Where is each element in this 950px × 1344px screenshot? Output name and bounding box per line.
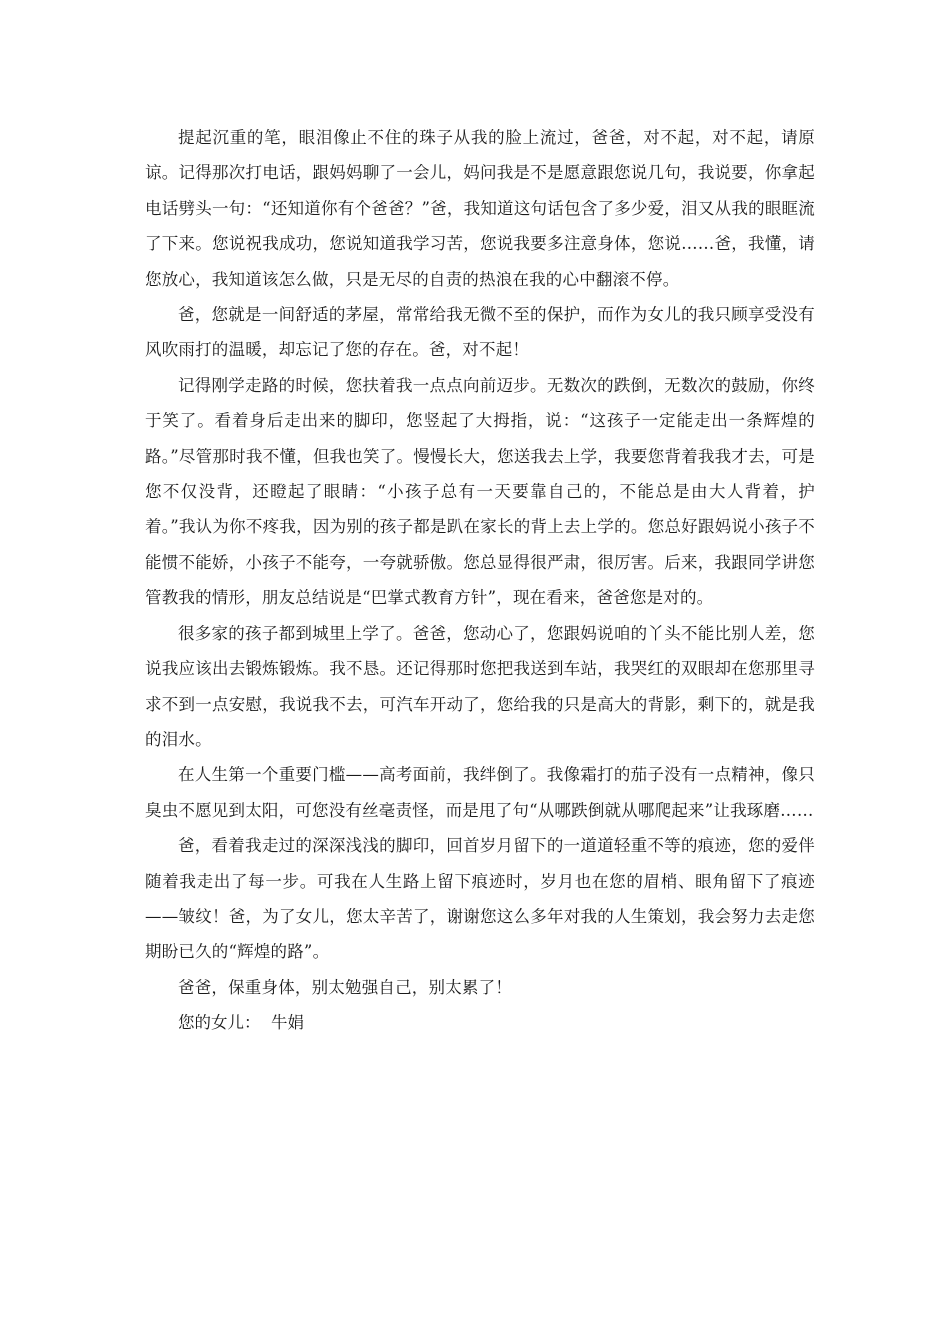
signature: 您的女儿： 牛娟 xyxy=(178,1013,304,1033)
paragraph-1: 提起沉重的笔，眼泪像止不住的珠子从我的脸上流过，爸爸，对不起，对不起，请原谅。记得那次打电话，跟妈妈聊了一会儿，妈问我是不是愿意跟您说几句，我说要，你拿起电话劈头一句：“还知道你有个爸爸？”爸，我知道这句话包含了多少爱，泪又从我的眼眶流了下来。您说祝我成功，您说知道我学习苦，您说我要多注意身体，您说……爸，我懂，请您放心，我知道该怎么做，只是无尽的自责的热浪在我的心中翻滚不停。 xyxy=(145,128,815,289)
paragraph-3: 记得刚学走路的时候，您扶着我一点点向前迈步。无数次的跌倒，无数次的鼓励，你终于笑了。看着身后走出来的脚印，您竖起了大拇指，说：“这孩子一定能走出一条辉煌的路。”尽管那时我不懂，但我也笑了。慢慢长大，您送我去上学，我要您背着我我才去，可是您不仅没背，还瞪起了眼睛：“小孩子总有一天要靠自己的，不能总是由大人背着，护着。”我认为你不疼我，因为别的孩子都是趴在家长的背上去上学的。您总好跟妈说小孩子不能惯不能娇，小孩子不能夸，一夸就骄傲。您总显得很严肃，很厉害。后来，我跟同学讲您管教我的情形，朋友总结说是“巴掌式教育方针”，现在看来，爸爸您是对的。 xyxy=(145,375,815,608)
closing-wish: 爸爸，保重身体，别太勉强自己，别太累了！ xyxy=(178,977,512,997)
paragraph-6: 爸，看着我走过的深深浅浅的脚印，回首岁月留下的一道道轻重不等的痕迹，您的爱伴随着我走出了每一步。可我在人生路上留下痕迹时，岁月也在您的眉梢、眼角留下了痕迹——皱纹！爸，为了女儿，您太辛苦了，谢谢您这么多年对我的人生策划，我会努力去走您期盼已久的“辉煌的路”。 xyxy=(145,836,815,962)
paragraph-4: 很多家的孩子都到城里上学了。爸爸，您动心了，您跟妈说咱的丫头不能比别人差，您说我应该出去锻炼锻炼。我不恳。还记得那时您把我送到车站，我哭红的双眼却在您那里寻求不到一点安慰，我说我不去，可汽车开动了，您给我的只是高大的背影，剩下的，就是我的泪水。 xyxy=(145,623,815,749)
paragraph-5: 在人生第一个重要门槛——高考面前，我绊倒了。我像霜打的茄子没有一点精神，像只臭虫不愿见到太阳，可您没有丝毫责怪，而是甩了句“从哪跌倒就从哪爬起来”让我琢磨…… xyxy=(145,765,815,820)
letter-page xyxy=(145,120,815,1041)
paragraph-2: 爸，您就是一间舒适的茅屋，常常给我无微不至的保护，而作为女儿的我只顾享受没有风吹雨打的温暖，却忘记了您的存在。爸，对不起！ xyxy=(145,305,815,360)
